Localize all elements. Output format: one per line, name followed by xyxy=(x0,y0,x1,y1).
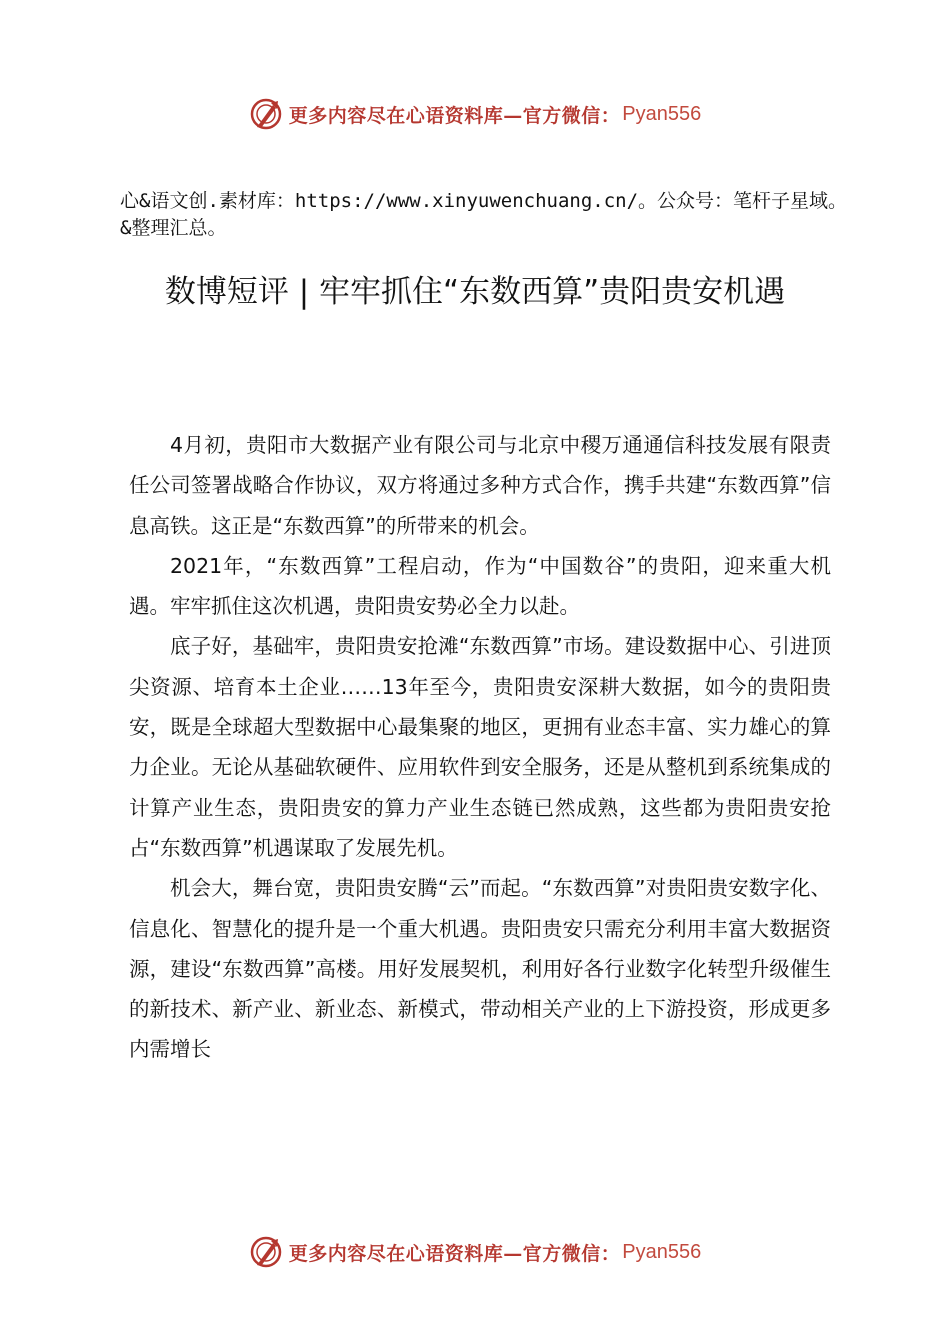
footer-banner xyxy=(0,1232,950,1272)
paragraph: 机会大，舞台宽，贵阳贵安腾“云”而起。“东数西算”对贵阳贵安数字化、信息化、智慧化的提升是一个重大机遇。贵阳贵安只需充分利用丰富大数据资源，建设“东数西算”高楼。用好发展契机，利用好各行业数字化转型升级催生的新技术、新产业、新业态、新模式，带动相关产业的上下游投资，形成更多内需增长 xyxy=(129,876,831,1062)
paragraph: 4月初，贵阳市大数据产业有限公司与北京中稷万通通信科技发展有限责任公司签署战略合作协议，双方将通过多种方式合作，携手共建“东数西算”信息高铁。这正是“东数西算”的所带来的机会。 xyxy=(129,433,831,538)
source-line: 心&语文创.素材库：https://www.xinyuwenchuang.cn/。公众号：笔杆子星域。&整理汇总。 xyxy=(120,190,848,239)
quill-logo-icon xyxy=(249,1235,283,1269)
footer-wechat-id: Pyan556 xyxy=(622,1240,702,1263)
header-wechat-id: Pyan556 xyxy=(622,102,702,125)
article-body xyxy=(129,425,831,1070)
header-banner xyxy=(0,94,950,134)
quill-logo-icon xyxy=(249,97,283,131)
header-banner-text: 更多内容尽在心语资料库—官方微信： xyxy=(288,104,621,127)
paragraph: 底子好，基础牢，贵阳贵安抢滩“东数西算”市场。建设数据中心、引进顶尖资源、培育本土企业……13年至今，贵阳贵安深耕大数据，如今的贵阳贵安，既是全球超大型数据中心最集聚的地区，更拥有业态丰富、实力雄心的算力企业。无论从基础软硬件、应用软件到安全服务，还是从整机到系统集成的计算产业生态，贵阳贵安的算力产业生态链已然成熟，这些都为贵阳贵安抢占“东数西算”机遇谋取了发展先机。 xyxy=(129,634,831,860)
article-title: 数博短评 | 牢牢抓住“东数西算”贵阳贵安机遇 xyxy=(164,274,786,310)
footer-banner-text: 更多内容尽在心语资料库—官方微信： xyxy=(288,1242,621,1265)
paragraph: 2021年，“东数西算”工程启动，作为“中国数谷”的贵阳，迎来重大机遇。牢牢抓住这次机遇，贵阳贵安势必全力以赴。 xyxy=(129,553,831,619)
